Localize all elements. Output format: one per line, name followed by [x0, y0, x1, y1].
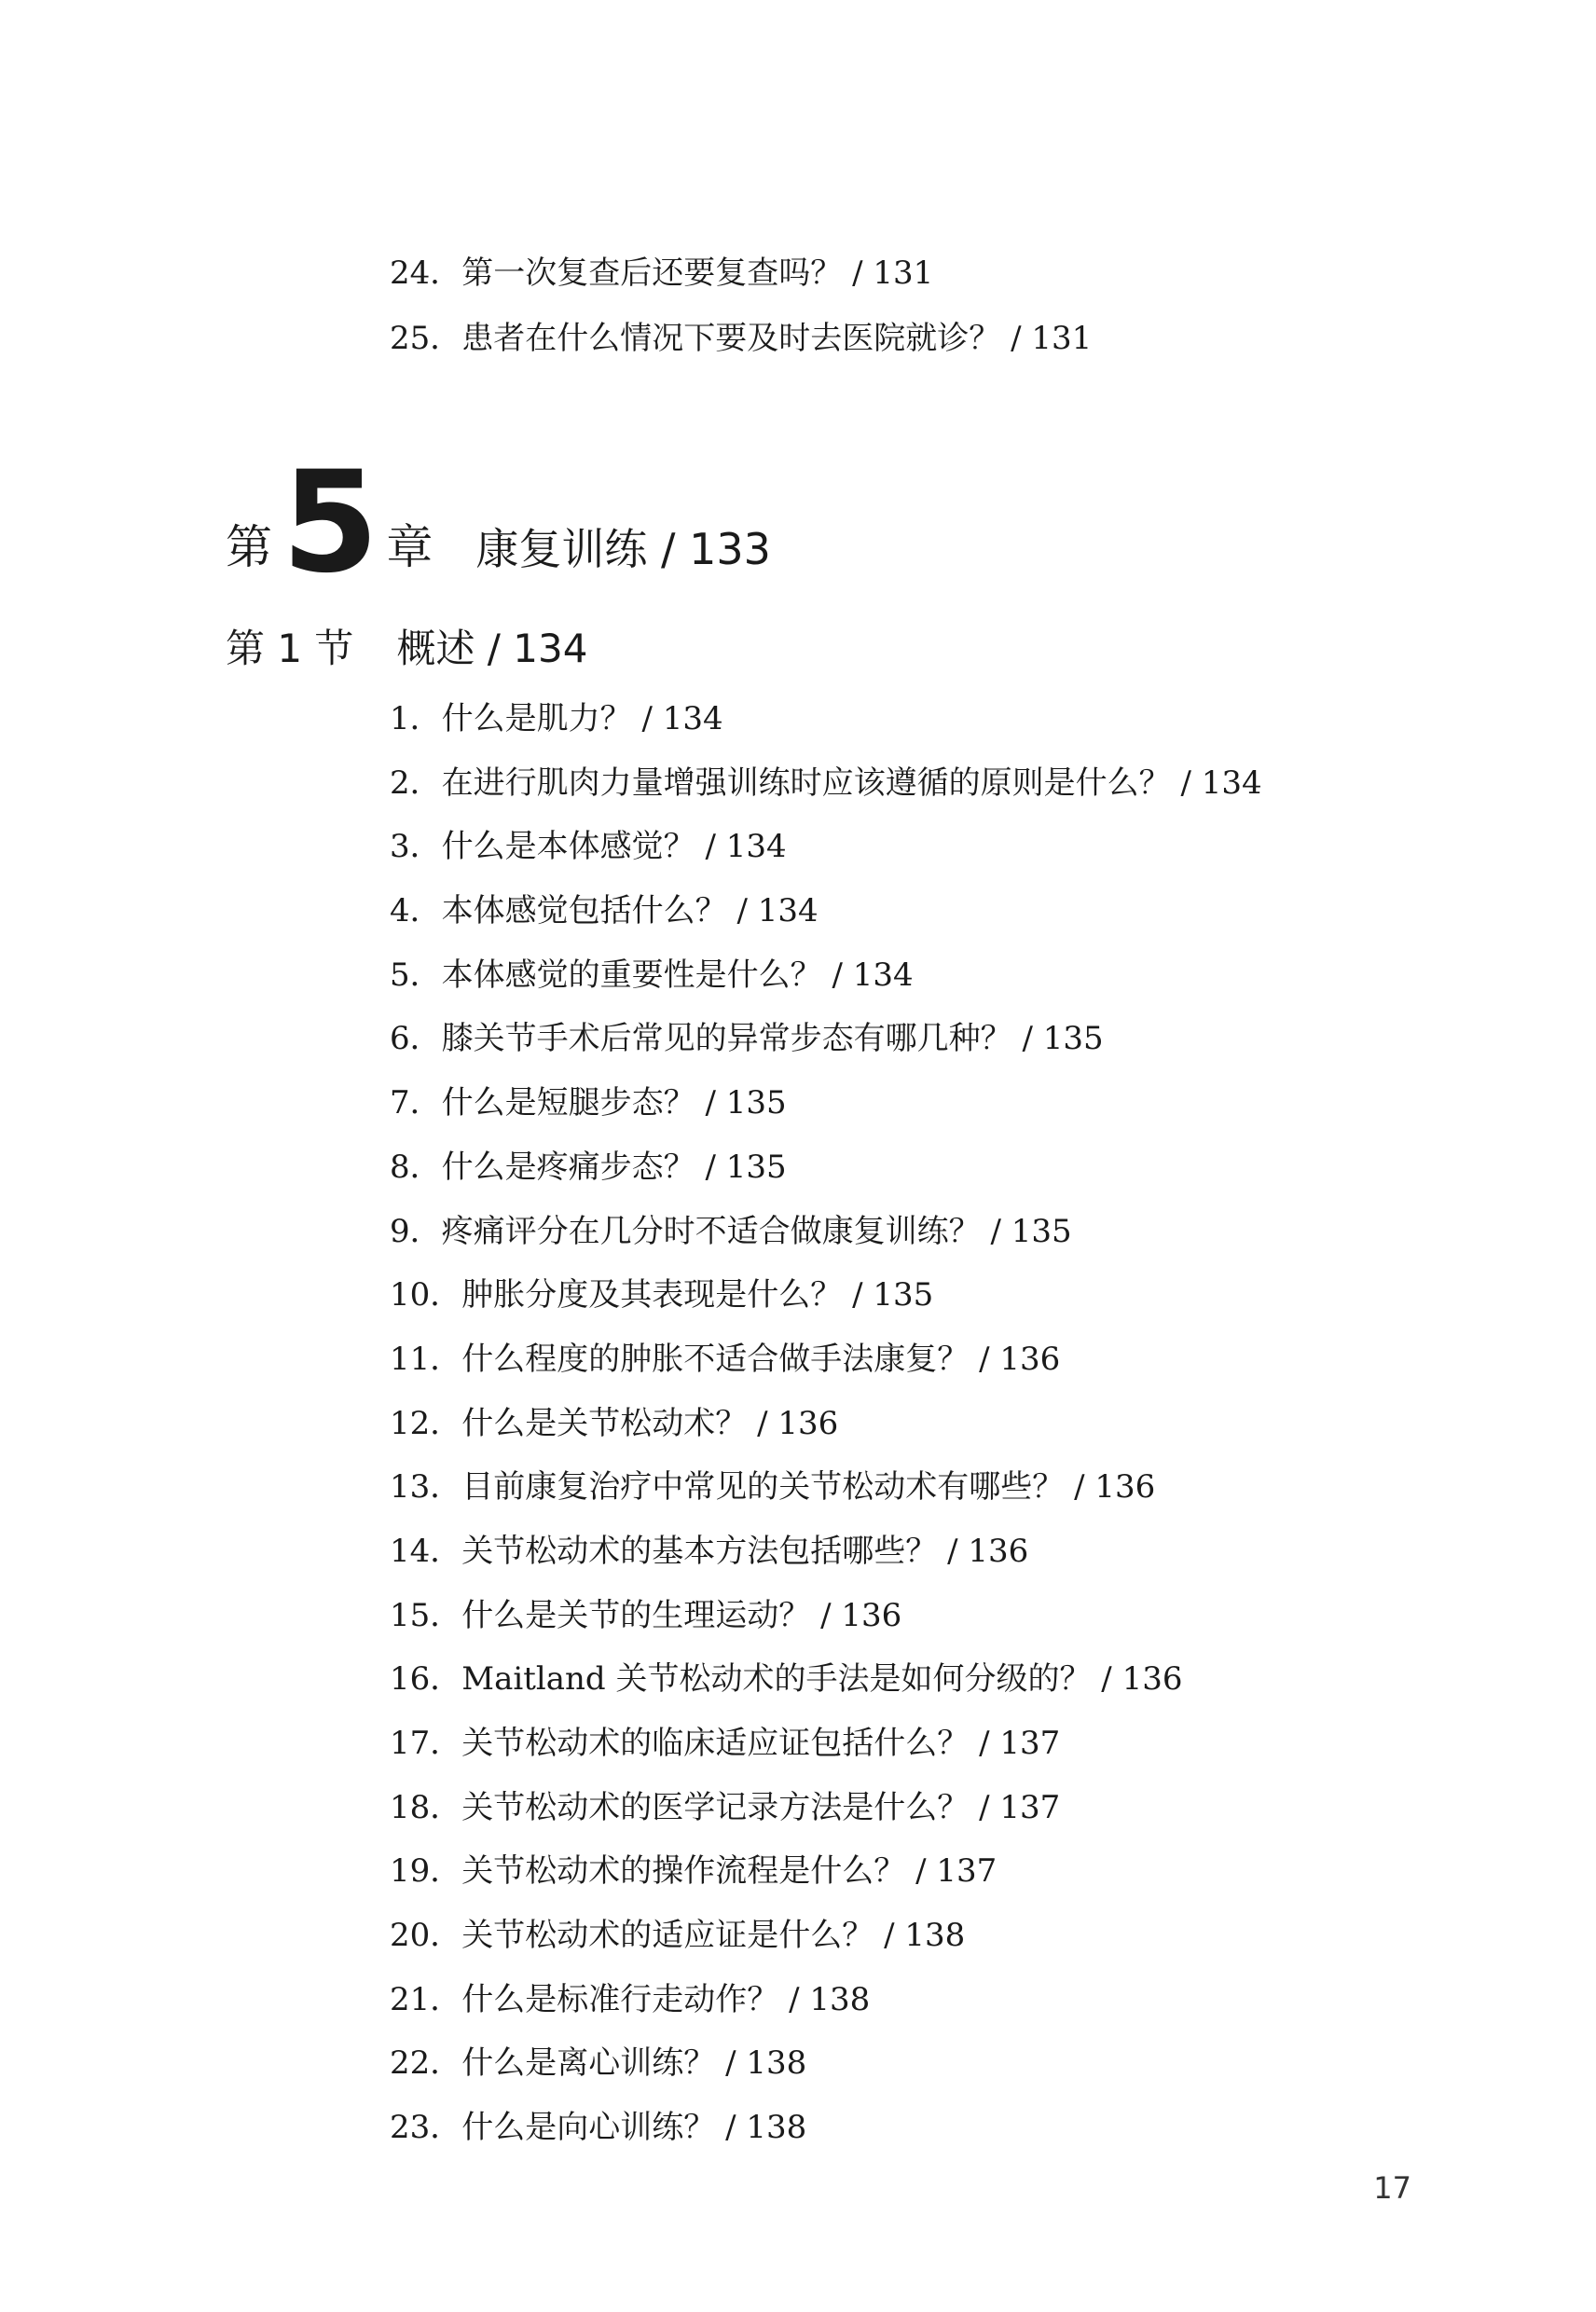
toc-item: 3．什么是本体感觉？ / 134 — [390, 828, 787, 866]
toc-item: 25．患者在什么情况下要及时去医院就诊？ / 131 — [390, 320, 1093, 357]
toc-item: 2．在进行肌肉力量增强训练时应该遵循的原则是什么？ / 134 — [390, 764, 1262, 802]
toc-item: 9．疼痛评分在几分时不适合做康复训练？ / 135 — [390, 1212, 1072, 1250]
toc-item: 11．什么程度的肿胀不适合做手法康复？ / 136 — [390, 1340, 1061, 1378]
toc-item: 16．Maitland 关节松动术的手法是如何分级的？ / 136 — [390, 1660, 1183, 1699]
section-label: 第 1 节 — [226, 626, 354, 671]
toc-item: 5．本体感觉的重要性是什么？ / 134 — [390, 956, 914, 994]
toc-item: 17．关节松动术的临床适应证包括什么？ / 137 — [390, 1725, 1061, 1762]
previous-items-list — [390, 250, 1092, 380]
chapter-heading — [226, 442, 771, 604]
chapter-number: 5 — [282, 442, 376, 604]
toc-item: 6．膝关节手术后常见的异常步态有哪几种？ / 135 — [390, 1020, 1104, 1058]
chapter-suffix: 章 — [386, 520, 433, 574]
section-title: 概述 / 134 — [396, 626, 588, 671]
toc-item: 8．什么是疼痛步态？ / 135 — [390, 1148, 787, 1186]
page-number: 17 — [1373, 2170, 1411, 2206]
toc-item: 24．第一次复查后还要复查吗？ / 131 — [390, 255, 934, 292]
toc-item: 23．什么是向心训练？ / 138 — [390, 2109, 807, 2147]
toc-item: 22．什么是离心训练？ / 138 — [390, 2044, 807, 2083]
questions-list — [390, 693, 1262, 2166]
toc-item: 7．什么是短腿步态？ / 135 — [390, 1084, 787, 1122]
section-heading — [226, 621, 587, 677]
toc-item: 20．关节松动术的适应证是什么？ / 138 — [390, 1917, 966, 1955]
toc-item: 13．目前康复治疗中常见的关节松动术有哪些？ / 136 — [390, 1468, 1156, 1507]
chapter-title: 康复训练 / 133 — [475, 524, 771, 574]
chapter-prefix: 第 — [226, 520, 272, 574]
toc-item: 14．关节松动术的基本方法包括哪些？ / 136 — [390, 1532, 1029, 1570]
toc-item: 21．什么是标准行走动作？ / 138 — [390, 1980, 871, 2018]
toc-item: 12．什么是关节松动术？ / 136 — [390, 1404, 839, 1442]
toc-item: 10．肿胀分度及其表现是什么？ / 135 — [390, 1276, 934, 1314]
toc-item: 18．关节松动术的医学记录方法是什么？ / 137 — [390, 1788, 1061, 1826]
toc-item: 19．关节松动术的操作流程是什么？ / 137 — [390, 1852, 998, 1891]
toc-item: 1．什么是肌力？ / 134 — [390, 700, 723, 737]
toc-item: 15．什么是关节的生理运动？ / 136 — [390, 1596, 902, 1634]
toc-item: 4．本体感觉包括什么？ / 134 — [390, 892, 819, 930]
